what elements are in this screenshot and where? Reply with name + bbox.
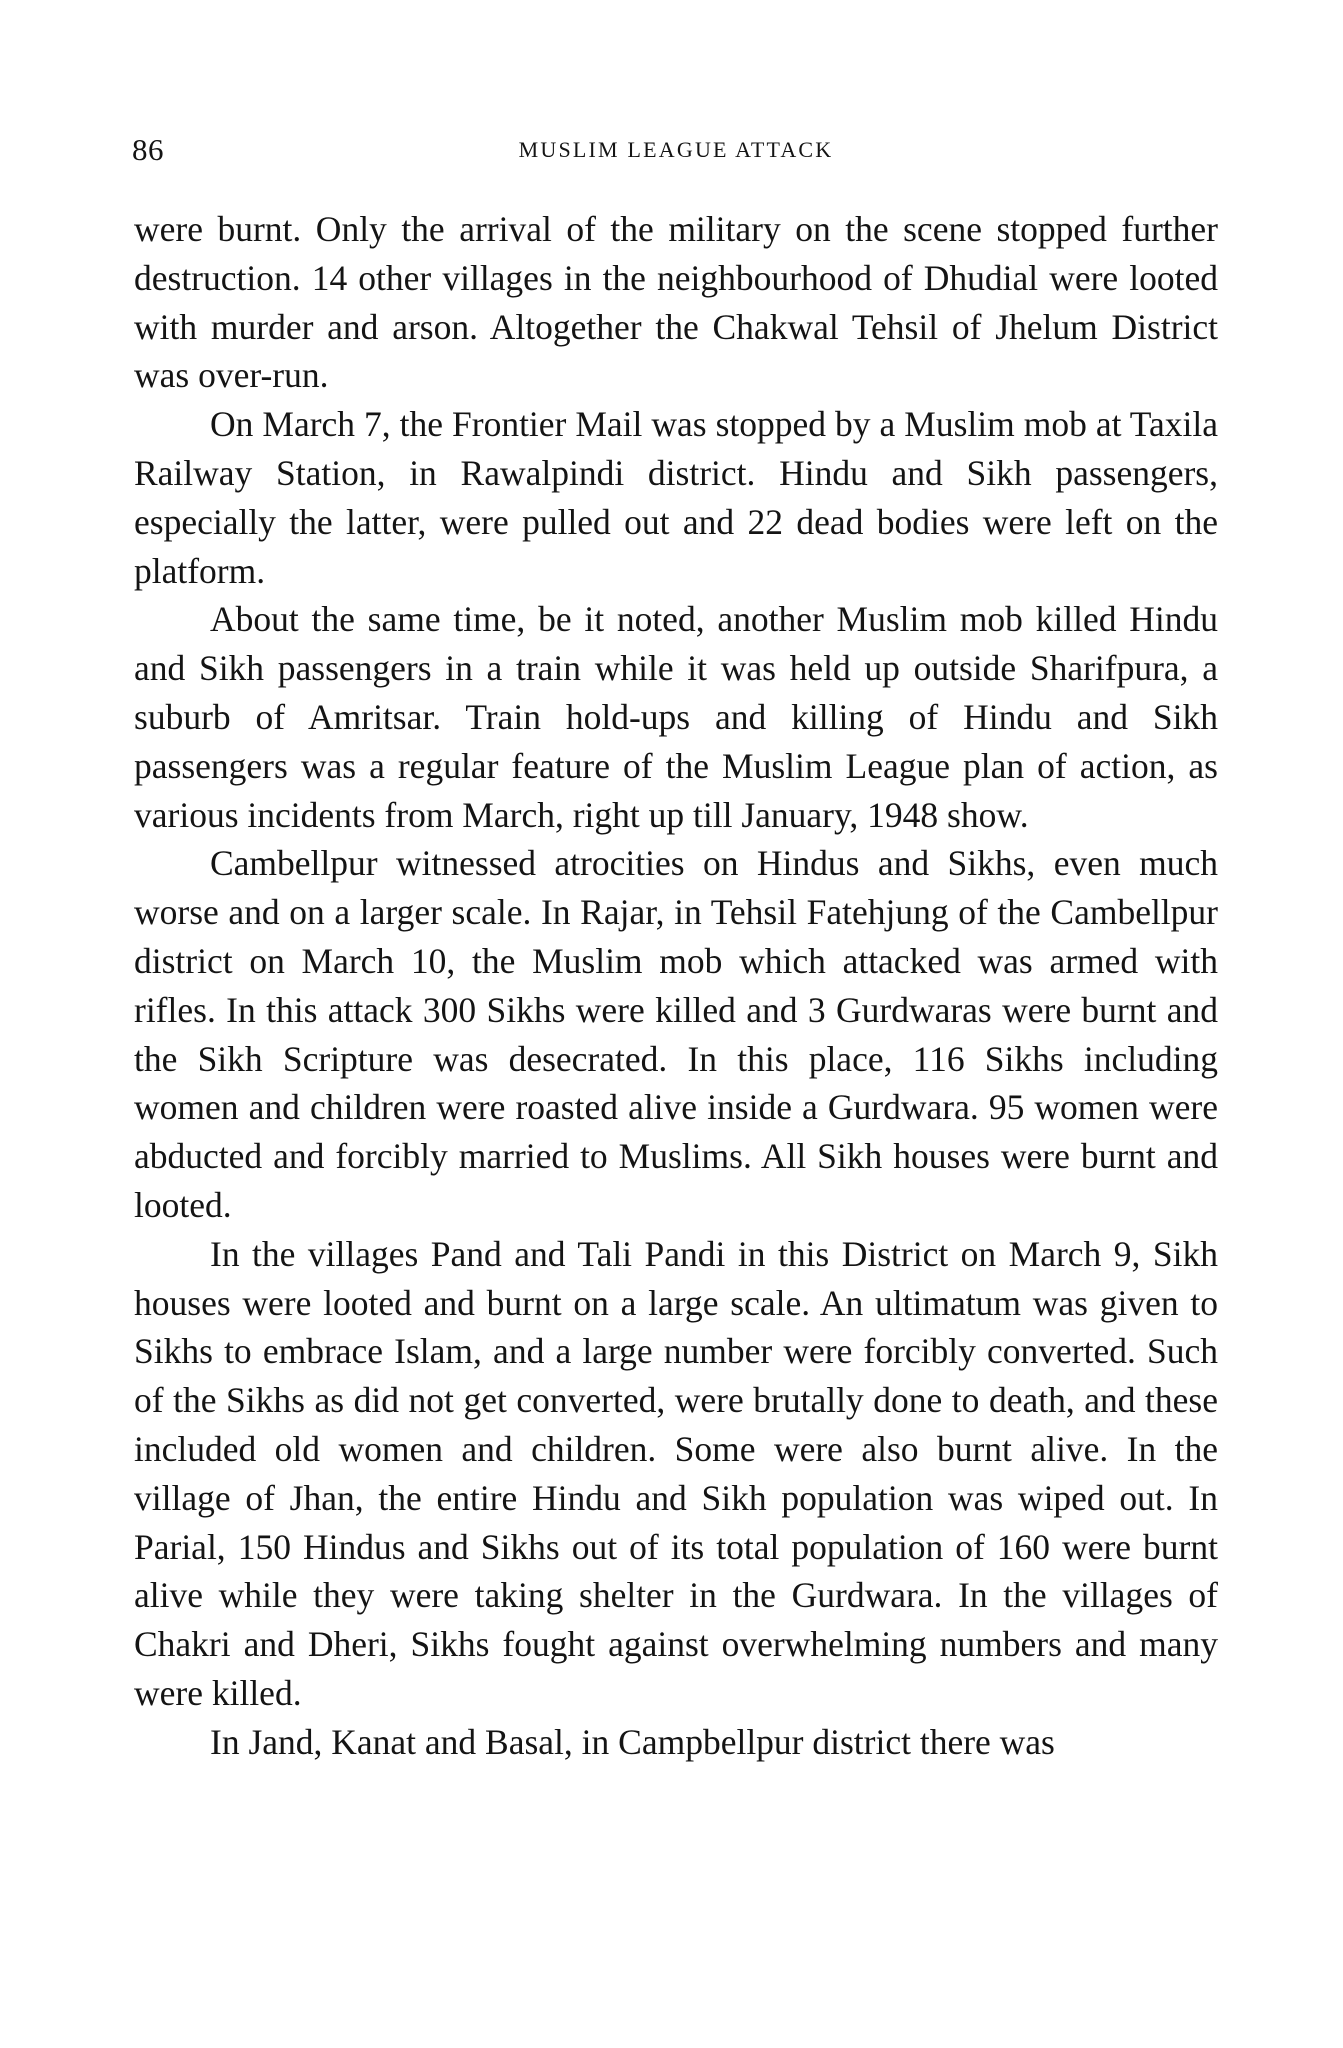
paragraph-frontier-mail: On March 7, the Frontier Mail was stopped by a Muslim mob at Taxila Railway Station, in Rawalpindi district. Hindu and Sikh passengers, especially the latter, were pulled out and 22 dead bodies were left on the platform. <box>134 404 1218 591</box>
page-number: 86 <box>132 132 164 167</box>
paragraph-sharifpura: About the same time, be it noted, another Muslim mob killed Hindu and Sikh passengers in a train while it was held up outside Sharifpura, a suburb of Amritsar. Train hold-ups and killing of Hindu and Sikh passengers was a regular feature of the Muslim League plan of action, as various incidents from March, right up till January, 1948 show. <box>134 599 1218 835</box>
paragraph-jand-kanat-basal: In Jand, Kanat and Basal, in Campbellpur district there was <box>210 1721 1055 1762</box>
paragraph-cambellpur: Cambellpur witnessed atrocities on Hindus and Sikhs, even much worse and on a larger scale. In Rajar, in Tehsil Fatehjung of the Cambellpur district on March 10, the Muslim mob which attacked was armed with rifles. In this attack 300 Sikhs were killed and 3 Gurdwaras were burnt and the Sikh Scripture was desecrated. In this place, 116 Sikhs including women and children were roasted alive inside a Gurdwara. 95 women were abducted and forcibly married to Muslims. All Sikh houses were burnt and looted. <box>134 843 1218 1225</box>
body-text <box>134 205 1218 1767</box>
paragraph-pand-tali-pandi: In the villages Pand and Tali Pandi in this District on March 9, Sikh houses were looted and burnt on a large scale. An ultimatum was given to Sikhs to embrace Islam, and a large number were forcibly converted. Such of the Sikhs as did not get converted, were brutally done to death, and these included old women and children. Some were also burnt alive. In the village of Jhan, the entire Hindu and Sikh population was wiped out. In Parial, 150 Hindus and Sikhs out of its total population of 160 were burnt alive while they were taking shelter in the Gurdwara. In the villages of Chakri and Dheri, Sikhs fought against overwhelming numbers and many were killed. <box>134 1233 1218 1713</box>
running-title: MUSLIM LEAGUE ATTACK <box>518 137 834 162</box>
paragraph-continued: were burnt. Only the arrival of the military on the scene stopped further destruction. 14 other villages in the neighbourhood of Dhudial were looted with murder and arson. Altogether the Chakwal Tehsil of Jhelum District was over-run. <box>134 209 1218 396</box>
running-header <box>132 128 1220 172</box>
